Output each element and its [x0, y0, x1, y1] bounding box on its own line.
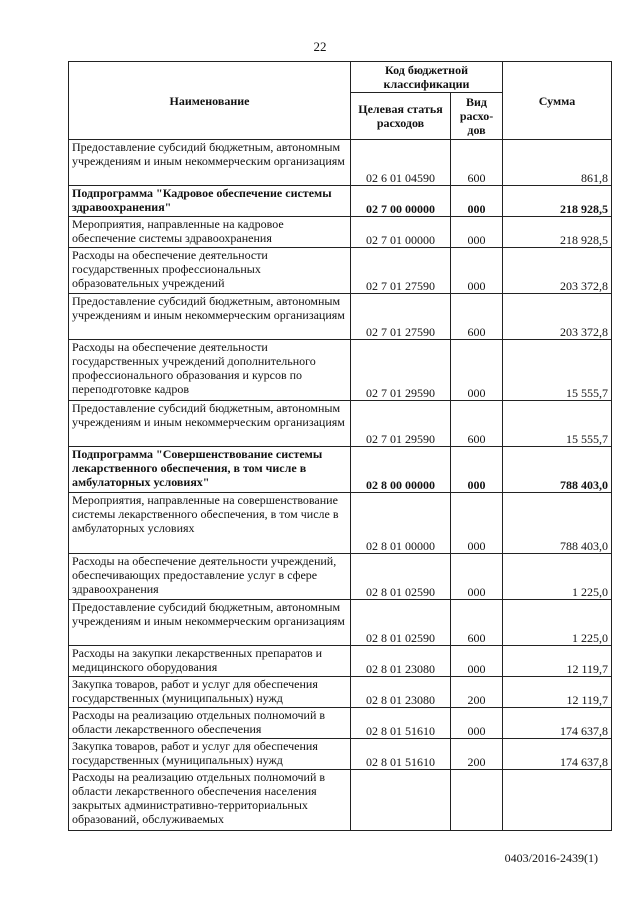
row-target-article: 02 7 00 00000 — [351, 186, 451, 217]
row-target-article: 02 7 01 27590 — [351, 294, 451, 340]
table-row — [69, 140, 612, 186]
header-expense-type: Вид расхо- дов — [451, 93, 503, 140]
row-sum: 15 555,7 — [503, 401, 612, 447]
row-name: Расходы на закупки лекарственных препаратов и медицинского оборудования — [69, 646, 351, 677]
row-sum — [503, 770, 612, 831]
row-sum: 203 372,8 — [503, 294, 612, 340]
row-name: Подпрограмма "Кадровое обеспечение системы здравоохранения" — [69, 186, 351, 217]
row-target-article: 02 8 01 00000 — [351, 493, 451, 554]
row-sum: 788 403,0 — [503, 447, 612, 493]
row-name: Мероприятия, направленные на кадровое обеспечение системы здравоохранения — [69, 217, 351, 248]
header-target-article: Целевая статья расходов — [351, 93, 451, 140]
table-row — [69, 770, 612, 831]
row-expense-type: 200 — [451, 677, 503, 708]
row-expense-type: 000 — [451, 186, 503, 217]
row-sum: 174 637,8 — [503, 708, 612, 739]
page-number: 22 — [313, 39, 327, 54]
row-expense-type — [451, 770, 503, 831]
row-target-article: 02 7 01 27590 — [351, 248, 451, 294]
row-sum: 12 119,7 — [503, 646, 612, 677]
header-name: Наименование — [69, 62, 351, 140]
table-row — [69, 600, 612, 646]
table-row — [69, 248, 612, 294]
row-expense-type: 000 — [451, 493, 503, 554]
row-name: Закупка товаров, работ и услуг для обеспечения государственных (муниципальных) нужд — [69, 677, 351, 708]
row-target-article: 02 8 01 23080 — [351, 677, 451, 708]
row-sum: 1 225,0 — [503, 554, 612, 600]
row-target-article: 02 7 01 00000 — [351, 217, 451, 248]
table-row — [69, 646, 612, 677]
row-sum: 12 119,7 — [503, 677, 612, 708]
row-name: Предоставление субсидий бюджетным, автономным учреждениям и иным некоммерческим организациям — [69, 401, 351, 447]
row-target-article: 02 7 01 29590 — [351, 340, 451, 401]
table-row — [69, 340, 612, 401]
row-sum: 218 928,5 — [503, 186, 612, 217]
table-row — [69, 708, 612, 739]
table-row — [69, 294, 612, 340]
row-expense-type: 600 — [451, 600, 503, 646]
table-header — [69, 62, 612, 140]
row-name: Расходы на реализацию отдельных полномочий в области лекарственного обеспечения населения закрытых административно-территориальных образований, обслуживаемых — [69, 770, 351, 831]
row-expense-type: 000 — [451, 340, 503, 401]
table-row — [69, 217, 612, 248]
document-code: 0403/2016-2439(1) — [504, 851, 598, 865]
row-target-article: 02 6 01 04590 — [351, 140, 451, 186]
table-row — [69, 677, 612, 708]
row-target-article: 02 8 01 02590 — [351, 554, 451, 600]
row-expense-type: 000 — [451, 708, 503, 739]
row-expense-type: 000 — [451, 554, 503, 600]
budget-table — [68, 61, 612, 831]
table-body — [69, 140, 612, 831]
row-sum: 203 372,8 — [503, 248, 612, 294]
row-target-article: 02 8 00 00000 — [351, 447, 451, 493]
row-sum: 174 637,8 — [503, 739, 612, 770]
row-target-article — [351, 770, 451, 831]
row-name: Расходы на реализацию отдельных полномочий в области лекарственного обеспечения — [69, 708, 351, 739]
row-name: Подпрограмма "Совершенствование системы лекарственного обеспечения, в том числе в амбулаторных условиях" — [69, 447, 351, 493]
row-expense-type: 600 — [451, 401, 503, 447]
table-row — [69, 401, 612, 447]
header-budget-code: Код бюджетной классификации — [351, 62, 503, 93]
row-expense-type: 600 — [451, 140, 503, 186]
row-expense-type: 200 — [451, 739, 503, 770]
row-expense-type: 000 — [451, 248, 503, 294]
row-target-article: 02 8 01 23080 — [351, 646, 451, 677]
row-expense-type: 000 — [451, 646, 503, 677]
row-expense-type: 000 — [451, 447, 503, 493]
row-sum: 788 403,0 — [503, 493, 612, 554]
table-row — [69, 447, 612, 493]
row-sum: 218 928,5 — [503, 217, 612, 248]
row-sum: 15 555,7 — [503, 340, 612, 401]
row-target-article: 02 7 01 29590 — [351, 401, 451, 447]
row-name: Предоставление субсидий бюджетным, автономным учреждениям и иным некоммерческим организациям — [69, 140, 351, 186]
table-row — [69, 493, 612, 554]
row-name: Закупка товаров, работ и услуг для обеспечения государственных (муниципальных) нужд — [69, 739, 351, 770]
row-expense-type: 600 — [451, 294, 503, 340]
row-target-article: 02 8 01 51610 — [351, 708, 451, 739]
table-row — [69, 186, 612, 217]
row-sum: 861,8 — [503, 140, 612, 186]
row-name: Предоставление субсидий бюджетным, автономным учреждениям и иным некоммерческим организациям — [69, 294, 351, 340]
header-sum: Сумма — [503, 62, 612, 140]
row-name: Расходы на обеспечение деятельности государственных профессиональных образовательных учреждений — [69, 248, 351, 294]
row-name: Расходы на обеспечение деятельности учреждений, обеспечивающих предоставление услуг в сфере здравоохранения — [69, 554, 351, 600]
row-name: Мероприятия, направленные на совершенствование системы лекарственного обеспечения, в том числе в амбулаторных условиях — [69, 493, 351, 554]
row-name: Предоставление субсидий бюджетным, автономным учреждениям и иным некоммерческим организациям — [69, 600, 351, 646]
row-sum: 1 225,0 — [503, 600, 612, 646]
row-target-article: 02 8 01 02590 — [351, 600, 451, 646]
row-target-article: 02 8 01 51610 — [351, 739, 451, 770]
row-expense-type: 000 — [451, 217, 503, 248]
table-row — [69, 739, 612, 770]
table-row — [69, 554, 612, 600]
row-name: Расходы на обеспечение деятельности государственных учреждений дополнительного профессионального образования и курсов по переподготовке кадров — [69, 340, 351, 401]
